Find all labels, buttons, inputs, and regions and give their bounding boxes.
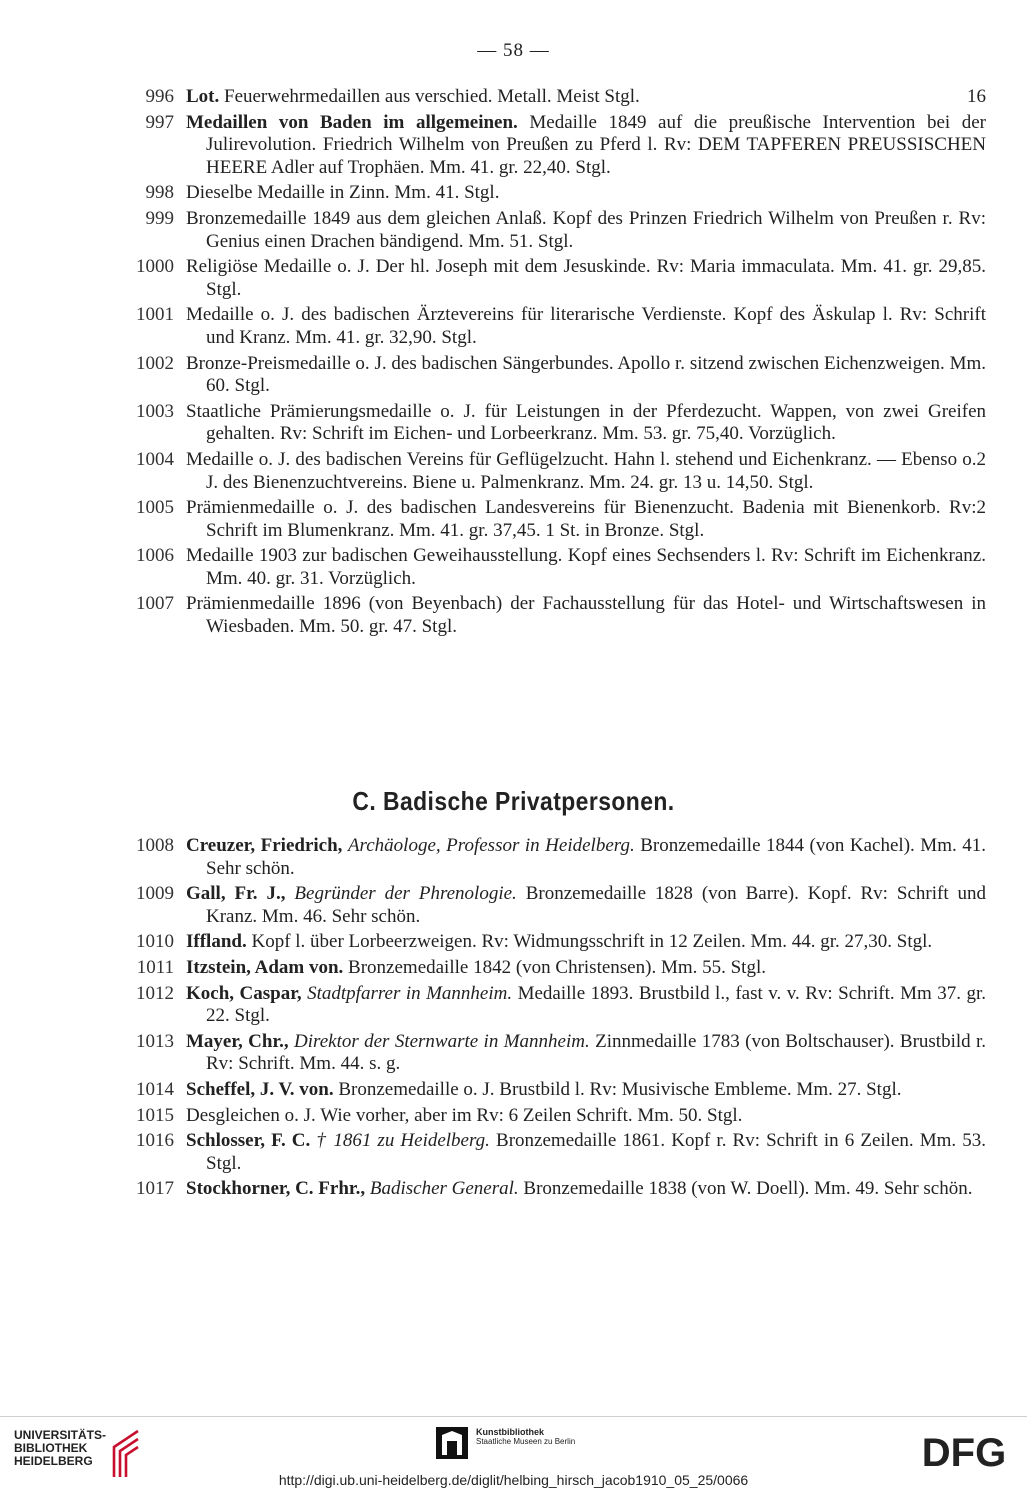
entry-number: 1011 xyxy=(136,956,174,978)
catalog-entry xyxy=(126,304,986,349)
catalog-entry xyxy=(126,112,986,180)
entry-description: Medaille 1893. Brustbild l., fast v. v. Rv: Schrift. Mm 37. gr. 22. Stgl. xyxy=(206,982,987,1027)
catalog-entry xyxy=(126,401,986,446)
entry-number: 1017 xyxy=(136,1178,174,1200)
digitization-url-link[interactable]: http://digi.ub.uni-heidelberg.de/diglit/helbing_hirsch_jacob1910_05_25/0066 xyxy=(278,1472,749,1488)
entry-description: Medaille 1849 auf die preußische Intervention bei der Julirevolution. Friedrich Wilhelm von Preußen zu Pferd l. Rv: DEM TAPFEREN PREUSSISCHEN HEERE Adler auf Trophäen. Mm. 41. gr. 22,40. Stgl. xyxy=(206,111,987,178)
catalog-entry xyxy=(126,983,986,1028)
entry-description: Prämienmedaille o. J. des badischen Landesvereins für Bienenzucht. Badenia mit Bienenkorb. Rv: Schrift im Blumenkranz. Mm. 41. gr. 37,45. 1 St. in Bronze. Stgl. xyxy=(186,497,977,541)
entry-role: Direktor der Sternwarte in Mannheim. xyxy=(294,1030,590,1052)
entry-number: 1003 xyxy=(136,400,174,422)
kunstbibliothek-logo[interactable] xyxy=(436,1427,575,1459)
catalog-entry xyxy=(126,497,986,542)
dfg-label: DFG xyxy=(921,1431,1007,1471)
entry-role: Begründer der Phrenologie. xyxy=(294,883,517,905)
catalog-entry xyxy=(126,256,986,301)
entry-number: 997 xyxy=(145,111,174,133)
entry-name: Iffland. xyxy=(186,931,247,953)
entry-description: Bronzemedaille 1861. Kopf r. Rv: Schrift in 6 Zeilen. Mm. 53. Stgl. xyxy=(206,1130,987,1174)
catalog-entry xyxy=(126,1031,986,1076)
entry-name: Medaillen von Baden im allgemeinen. xyxy=(186,111,518,133)
entry-name: Koch, Caspar, xyxy=(186,982,302,1004)
catalog-entry xyxy=(126,1178,986,1201)
entry-role: Archäologe, Professor in Heidelberg. xyxy=(347,835,635,856)
entry-number: 1013 xyxy=(136,1030,174,1052)
entry-description: Dieselbe Medaille in Zinn. Mm. 41. Stgl. xyxy=(186,182,500,204)
entry-description: Bronzemedaille 1842 (von Christensen). Mm. 55. Stgl. xyxy=(348,956,766,978)
entry-description: Bronzemedaille 1838 (von W. Doell). Mm. 49. Sehr schön. xyxy=(523,1178,973,1200)
entry-price: 16 xyxy=(967,86,986,107)
page-number: — 58 — xyxy=(477,40,550,61)
entry-description: Bronzemedaille o. J. Brustbild l. Rv: Musivische Embleme. Mm. 27. Stgl. xyxy=(338,1078,902,1100)
entry-number: 1008 xyxy=(136,835,174,856)
museum-name: Kunstbibliothek Staatliche Museen zu Berlin xyxy=(476,1427,576,1446)
entry-number: 1014 xyxy=(136,1078,174,1100)
section-heading: C. Badische Privatpersonen. xyxy=(352,786,675,816)
catalog-entry xyxy=(126,835,986,880)
entry-name: Scheffel, J. V. von. xyxy=(186,1078,334,1100)
entry-number: 1001 xyxy=(136,304,174,326)
entry-description: Feuerwehrmedaillen aus verschied. Metall. Meist Stgl. xyxy=(224,86,640,107)
entry-number: 996 xyxy=(145,86,174,107)
entry-price: 2 xyxy=(976,497,986,519)
entry-description: Desgleichen o. J. Wie vorher, aber im Rv: 6 Zeilen Schrift. Mm. 50. Stgl. xyxy=(186,1104,743,1126)
catalog-entry xyxy=(126,957,986,980)
catalog-entry xyxy=(126,1105,986,1128)
entry-number: 1006 xyxy=(136,545,174,567)
catalog-entry xyxy=(126,1079,986,1102)
entry-number: 1015 xyxy=(136,1104,174,1126)
entry-description: Staatliche Prämierungsmedaille o. J. für Leistungen in der Pferdezucht. Wappen, von zwei Greifen gehalten. Rv: Schrift im Eichen- und Lorbeerkranz. Mm. 53. gr. 75,40. Vorzüglich. xyxy=(186,400,986,445)
entry-description: Bronzemedaille 1828 (von Barre). Kopf. Rv: Schrift und Kranz. Mm. 46. Sehr schön. xyxy=(206,883,987,927)
entry-role: † 1861 zu Heidelberg. xyxy=(316,1130,490,1152)
entry-number: 1002 xyxy=(136,352,174,374)
dfg-logo[interactable] xyxy=(915,1431,1013,1471)
entry-name: Lot. xyxy=(186,86,220,107)
entry-number: 1012 xyxy=(136,982,174,1004)
entry-name: Stockhorner, C. Frhr., xyxy=(186,1178,366,1200)
entry-name: Itzstein, Adam von. xyxy=(186,956,344,978)
catalog-entry xyxy=(126,931,986,954)
catalog-entry xyxy=(126,883,986,928)
entry-number: 999 xyxy=(145,207,174,229)
catalog-entry xyxy=(126,353,986,398)
entry-number: 1000 xyxy=(136,256,174,278)
entry-description: Zinnmedaille 1783 (von Boltschauser). Brustbild r. Rv: Schrift. Mm. 44. s. g. xyxy=(206,1030,987,1075)
entry-description: Medaille 1903 zur badischen Geweihausstellung. Kopf eines Sechsenders l. Rv: Schrift im Eichenkranz. Mm. 40. gr. 31. Vorzüglich. xyxy=(186,545,986,589)
entry-role: Stadtpfarrer in Mannheim. xyxy=(307,982,513,1004)
entry-name: Schlosser, F. C. xyxy=(186,1130,311,1152)
entry-description: Kopf l. über Lorbeerzweigen. Rv: Widmungsschrift in 12 Zeilen. Mm. 44. gr. 27,30. Stgl. xyxy=(251,931,933,953)
entry-number: 1010 xyxy=(136,931,174,953)
entry-description: Medaille o. J. des badischen Ärztevereins für literarische Verdienste. Kopf des Äskulap l. Rv: Schrift und Kranz. Mm. 41. gr. 32,90. Stgl. xyxy=(186,304,986,348)
entry-description: Bronze-Preismedaille o. J. des badischen Sängerbundes. Apollo r. sitzend zwischen Eichenzweigen. Mm. 60. Stgl. xyxy=(186,352,986,397)
entry-name: Mayer, Chr., xyxy=(186,1030,289,1052)
entry-number: 1004 xyxy=(136,448,174,470)
catalog-entry xyxy=(126,1130,986,1175)
catalog-entry xyxy=(126,208,986,253)
catalog-entry xyxy=(126,545,986,590)
entries-list-bottom xyxy=(126,835,986,1204)
entry-number: 1016 xyxy=(136,1130,174,1152)
entry-description: Bronzemedaille 1844 (von Kachel). Mm. 41. Sehr schön. xyxy=(206,835,986,879)
entry-name: Creuzer, Friedrich, xyxy=(186,835,343,856)
entry-description: Religiöse Medaille o. J. Der hl. Joseph mit dem Jesuskinde. Rv: Maria immaculata. Mm. 41. gr. 29,85. Stgl. xyxy=(186,256,986,300)
library-name: UNIVERSITÄTS- BIBLIOTHEK HEIDELBERG xyxy=(14,1428,107,1468)
entry-description: Bronzemedaille 1849 aus dem gleichen Anlaß. Kopf des Prinzen Friedrich Wilhelm von Preußen r. Rv: Genius einen Drachen bändigend. Mm. 51. Stgl. xyxy=(186,207,986,252)
kunstbibliothek-emblem-icon xyxy=(436,1427,468,1459)
catalog-entry xyxy=(126,449,986,494)
entry-number: 1009 xyxy=(136,883,174,905)
entry-description: Prämienmedaille 1896 (von Beyenbach) der Fachausstellung für das Hotel- und Wirtschaftswesen in Wiesbaden. Mm. 50. gr. 47. Stgl. xyxy=(186,593,986,638)
entry-number: 1005 xyxy=(136,497,174,519)
entry-role: Badischer General. xyxy=(369,1178,519,1200)
entry-price: 2 xyxy=(976,448,986,470)
entry-description: Medaille o. J. des badischen Vereins für Geflügelzucht. Hahn l. stehend und Eichenkranz. — Ebenso o. J. des Bienenzuchtvereins. Biene u. Palmenkranz. Mm. 24. gr. 13 u. 14,50. Stgl. xyxy=(186,448,977,493)
catalog-entry xyxy=(126,86,986,109)
entry-number: 998 xyxy=(145,182,174,204)
catalog-entry xyxy=(126,593,986,638)
footer xyxy=(0,1416,1027,1488)
entries-list-top xyxy=(126,86,986,642)
catalog-entry xyxy=(126,182,986,205)
entry-name: Gall, Fr. J., xyxy=(186,883,286,905)
entry-number: 1007 xyxy=(136,593,174,615)
